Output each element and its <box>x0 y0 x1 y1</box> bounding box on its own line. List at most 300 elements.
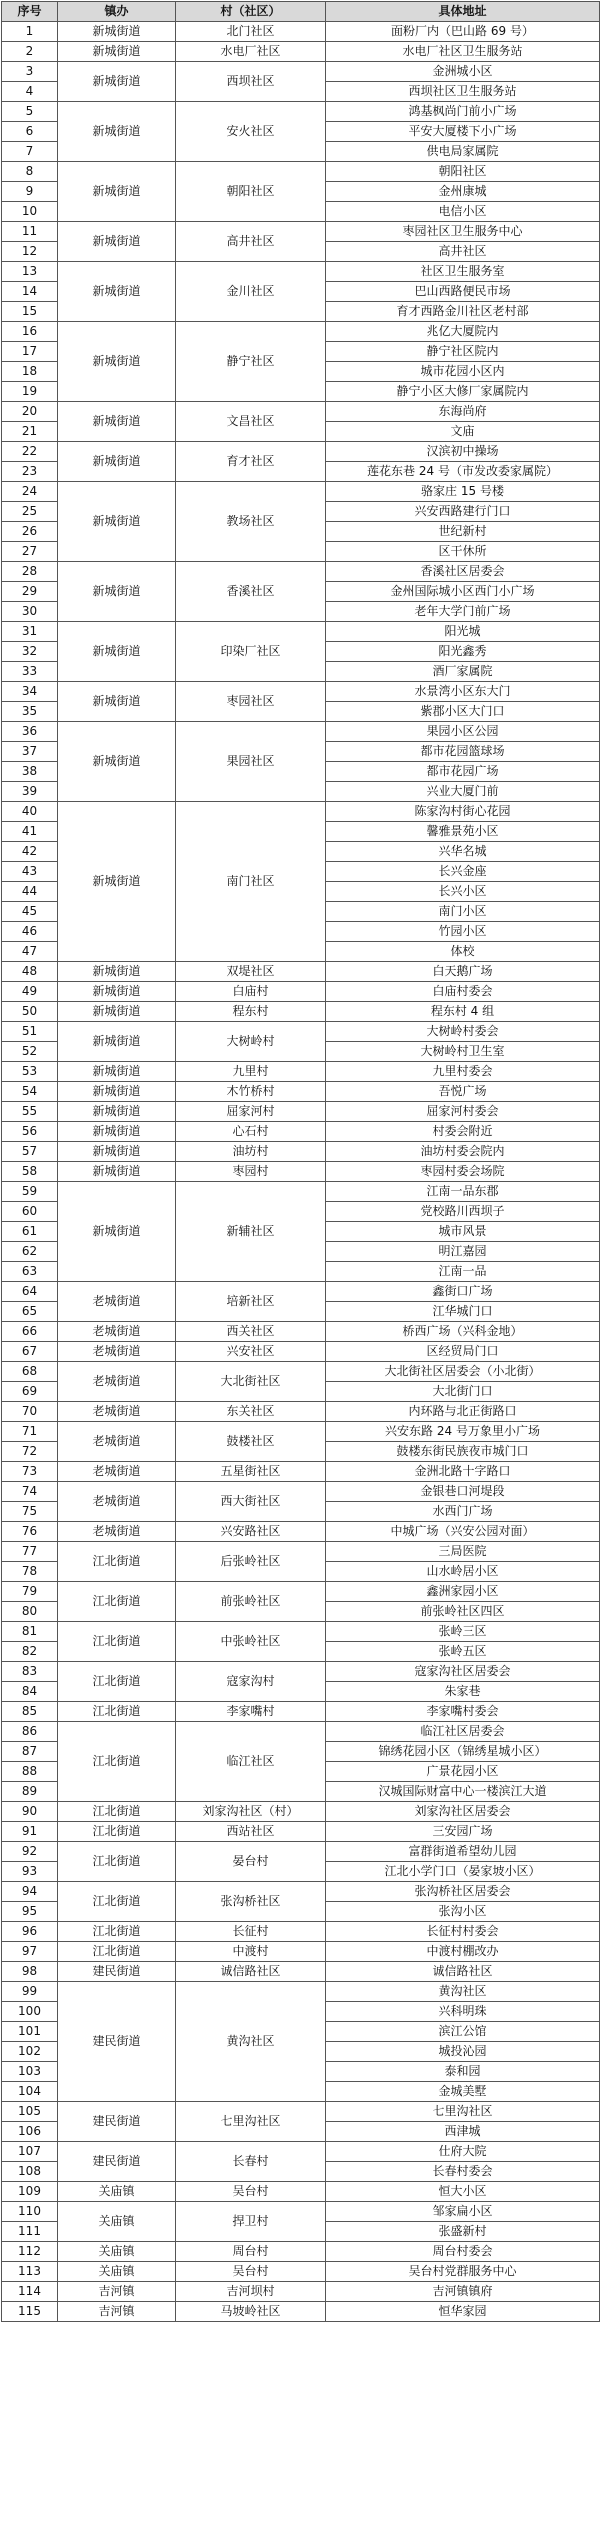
row-address: 锦绣花园小区（锦绣星城小区） <box>326 1742 600 1762</box>
table-row <box>2 1182 600 1202</box>
row-address: 世纪新村 <box>326 522 600 542</box>
row-index: 39 <box>2 782 58 802</box>
table-row <box>2 1062 600 1082</box>
row-address: 李家嘴村委会 <box>326 1702 600 1722</box>
row-address: 金州国际城小区西门小广场 <box>326 582 600 602</box>
table-body <box>2 22 600 2322</box>
row-address: 朱家巷 <box>326 1682 600 1702</box>
row-index: 54 <box>2 1082 58 1102</box>
row-village: 临江社区 <box>176 1722 326 1802</box>
row-village: 教场社区 <box>176 482 326 562</box>
row-index: 73 <box>2 1462 58 1482</box>
table-row <box>2 1522 600 1542</box>
row-village: 水电厂社区 <box>176 42 326 62</box>
table-header-row <box>2 2 600 22</box>
table-row <box>2 1002 600 1022</box>
row-address: 汉城国际财富中心一楼滨江大道 <box>326 1782 600 1802</box>
table-row <box>2 1462 600 1482</box>
table-row <box>2 1942 600 1962</box>
row-address: 汉滨初中操场 <box>326 442 600 462</box>
table-row <box>2 2202 600 2222</box>
row-index: 25 <box>2 502 58 522</box>
row-index: 28 <box>2 562 58 582</box>
row-address: 中渡村棚改办 <box>326 1942 600 1962</box>
row-town: 江北街道 <box>58 1822 176 1842</box>
row-index: 66 <box>2 1322 58 1342</box>
row-town: 新城街道 <box>58 162 176 222</box>
table-row <box>2 1362 600 1382</box>
row-index: 27 <box>2 542 58 562</box>
row-address: 水西门广场 <box>326 1502 600 1522</box>
table-row <box>2 1962 600 1982</box>
row-address: 酒厂家属院 <box>326 662 600 682</box>
row-address: 内环路与北正街路口 <box>326 1402 600 1422</box>
row-index: 10 <box>2 202 58 222</box>
row-address: 骆家庄 15 号楼 <box>326 482 600 502</box>
table-row <box>2 1722 600 1742</box>
row-index: 103 <box>2 2062 58 2082</box>
row-town: 新城街道 <box>58 22 176 42</box>
row-index: 52 <box>2 1042 58 1062</box>
row-address: 都市花园篮球场 <box>326 742 600 762</box>
row-index: 29 <box>2 582 58 602</box>
row-index: 36 <box>2 722 58 742</box>
row-address: 前张岭社区四区 <box>326 1602 600 1622</box>
row-town: 新城街道 <box>58 442 176 482</box>
row-address: 平安大厦楼下小广场 <box>326 122 600 142</box>
table-row <box>2 1582 600 1602</box>
row-town: 老城街道 <box>58 1362 176 1402</box>
row-index: 19 <box>2 382 58 402</box>
row-address: 仕府大院 <box>326 2142 600 2162</box>
row-index: 46 <box>2 922 58 942</box>
row-index: 84 <box>2 1682 58 1702</box>
row-index: 74 <box>2 1482 58 1502</box>
row-town: 新城街道 <box>58 482 176 562</box>
row-village: 七里沟社区 <box>176 2102 326 2142</box>
row-index: 114 <box>2 2282 58 2302</box>
row-village: 西大街社区 <box>176 1482 326 1522</box>
table-row <box>2 2182 600 2202</box>
table-row <box>2 2262 600 2282</box>
row-address: 七里沟社区 <box>326 2102 600 2122</box>
row-town: 新城街道 <box>58 402 176 442</box>
table-row <box>2 322 600 342</box>
row-village: 兴安社区 <box>176 1342 326 1362</box>
row-index: 89 <box>2 1782 58 1802</box>
row-town: 新城街道 <box>58 322 176 402</box>
row-town: 江北街道 <box>58 1922 176 1942</box>
row-address: 阳光城 <box>326 622 600 642</box>
row-town: 关庙镇 <box>58 2182 176 2202</box>
row-address: 供电局家属院 <box>326 142 600 162</box>
row-address: 金城美墅 <box>326 2082 600 2102</box>
row-address: 静宁小区大修厂家属院内 <box>326 382 600 402</box>
table-row <box>2 402 600 422</box>
row-town: 建民街道 <box>58 2142 176 2182</box>
row-village: 新辅社区 <box>176 1182 326 1282</box>
row-index: 105 <box>2 2102 58 2122</box>
row-address: 吾悦广场 <box>326 1082 600 1102</box>
row-village: 白庙村 <box>176 982 326 1002</box>
row-address: 吉河镇镇府 <box>326 2282 600 2302</box>
row-village: 黄沟社区 <box>176 1982 326 2102</box>
row-index: 9 <box>2 182 58 202</box>
row-index: 49 <box>2 982 58 1002</box>
row-address: 三局医院 <box>326 1542 600 1562</box>
row-address: 广景花园小区 <box>326 1762 600 1782</box>
row-address: 社区卫生服务室 <box>326 262 600 282</box>
row-address: 张沟小区 <box>326 1902 600 1922</box>
row-address: 恒大小区 <box>326 2182 600 2202</box>
row-village: 长春村 <box>176 2142 326 2182</box>
row-index: 78 <box>2 1562 58 1582</box>
row-town: 老城街道 <box>58 1522 176 1542</box>
table-row <box>2 1142 600 1162</box>
table-row <box>2 102 600 122</box>
row-index: 33 <box>2 662 58 682</box>
row-index: 22 <box>2 442 58 462</box>
row-index: 51 <box>2 1022 58 1042</box>
row-index: 13 <box>2 262 58 282</box>
row-town: 新城街道 <box>58 982 176 1002</box>
row-town: 江北街道 <box>58 1582 176 1622</box>
row-town: 新城街道 <box>58 962 176 982</box>
row-index: 26 <box>2 522 58 542</box>
row-town: 新城街道 <box>58 802 176 962</box>
row-address: 长兴金座 <box>326 862 600 882</box>
row-town: 吉河镇 <box>58 2302 176 2322</box>
row-town: 新城街道 <box>58 682 176 722</box>
row-index: 101 <box>2 2022 58 2042</box>
table-row <box>2 262 600 282</box>
row-town: 新城街道 <box>58 1082 176 1102</box>
row-index: 81 <box>2 1622 58 1642</box>
table-row <box>2 682 600 702</box>
row-village: 周台村 <box>176 2242 326 2262</box>
row-village: 东关社区 <box>176 1402 326 1422</box>
row-address: 长征村村委会 <box>326 1922 600 1942</box>
row-address: 泰和园 <box>326 2062 600 2082</box>
row-index: 108 <box>2 2162 58 2182</box>
row-index: 93 <box>2 1862 58 1882</box>
header-village: 村（社区） <box>176 2 326 22</box>
row-address: 邹家扁小区 <box>326 2202 600 2222</box>
row-index: 72 <box>2 1442 58 1462</box>
row-village: 双堤社区 <box>176 962 326 982</box>
row-address: 长兴小区 <box>326 882 600 902</box>
row-address: 兆亿大厦院内 <box>326 322 600 342</box>
row-index: 95 <box>2 1902 58 1922</box>
row-village: 马坡岭社区 <box>176 2302 326 2322</box>
table-row <box>2 62 600 82</box>
row-address: 兴安西路建行门口 <box>326 502 600 522</box>
row-index: 47 <box>2 942 58 962</box>
row-index: 106 <box>2 2122 58 2142</box>
table-row <box>2 222 600 242</box>
row-index: 69 <box>2 1382 58 1402</box>
row-village: 枣园村 <box>176 1162 326 1182</box>
row-village: 培新社区 <box>176 1282 326 1322</box>
row-town: 江北街道 <box>58 1802 176 1822</box>
table-row <box>2 1162 600 1182</box>
table-row <box>2 1122 600 1142</box>
table-row <box>2 1102 600 1122</box>
table-row <box>2 1022 600 1042</box>
row-village: 九里村 <box>176 1062 326 1082</box>
row-village: 大树岭村 <box>176 1022 326 1062</box>
row-index: 98 <box>2 1962 58 1982</box>
row-town: 新城街道 <box>58 222 176 262</box>
row-index: 31 <box>2 622 58 642</box>
row-address: 吴台村党群服务中心 <box>326 2262 600 2282</box>
row-index: 83 <box>2 1662 58 1682</box>
table-row <box>2 482 600 502</box>
row-address: 鑫街口广场 <box>326 1282 600 1302</box>
row-village: 张沟桥社区 <box>176 1882 326 1922</box>
row-index: 41 <box>2 822 58 842</box>
row-village: 静宁社区 <box>176 322 326 402</box>
table-row <box>2 162 600 182</box>
row-village: 木竹桥村 <box>176 1082 326 1102</box>
row-address: 大树岭村委会 <box>326 1022 600 1042</box>
row-town: 江北街道 <box>58 1942 176 1962</box>
table-row <box>2 1622 600 1642</box>
row-town: 新城街道 <box>58 722 176 802</box>
row-village: 北门社区 <box>176 22 326 42</box>
row-village: 晏台村 <box>176 1842 326 1882</box>
row-village: 高井社区 <box>176 222 326 262</box>
table-row <box>2 1802 600 1822</box>
row-address: 兴华名城 <box>326 842 600 862</box>
table-row <box>2 982 600 1002</box>
table-row <box>2 2142 600 2162</box>
row-town: 建民街道 <box>58 1962 176 1982</box>
row-address: 朝阳社区 <box>326 162 600 182</box>
row-index: 97 <box>2 1942 58 1962</box>
header-address: 具体地址 <box>326 2 600 22</box>
row-village: 长征村 <box>176 1922 326 1942</box>
row-address: 水电厂社区卫生服务站 <box>326 42 600 62</box>
row-address: 江北小学门口（晏家坡小区） <box>326 1862 600 1882</box>
row-town: 新城街道 <box>58 1142 176 1162</box>
row-index: 96 <box>2 1922 58 1942</box>
row-index: 115 <box>2 2302 58 2322</box>
row-village: 西坝社区 <box>176 62 326 102</box>
row-village: 心石村 <box>176 1122 326 1142</box>
row-address: 大北街社区居委会（小北街） <box>326 1362 600 1382</box>
row-address: 桥西广场（兴科金地） <box>326 1322 600 1342</box>
row-town: 新城街道 <box>58 1162 176 1182</box>
row-index: 16 <box>2 322 58 342</box>
row-address: 村委会附近 <box>326 1122 600 1142</box>
row-town: 新城街道 <box>58 1122 176 1142</box>
row-index: 92 <box>2 1842 58 1862</box>
row-index: 32 <box>2 642 58 662</box>
row-index: 68 <box>2 1362 58 1382</box>
row-index: 85 <box>2 1702 58 1722</box>
row-address: 馨雅景苑小区 <box>326 822 600 842</box>
table-row <box>2 1282 600 1302</box>
row-index: 58 <box>2 1162 58 1182</box>
row-address: 紫郡小区大门口 <box>326 702 600 722</box>
row-address: 江南一品 <box>326 1262 600 1282</box>
row-town: 新城街道 <box>58 1022 176 1062</box>
table-row <box>2 2302 600 2322</box>
row-town: 建民街道 <box>58 2102 176 2142</box>
row-village: 南门社区 <box>176 802 326 962</box>
row-index: 94 <box>2 1882 58 1902</box>
row-address: 育才西路金川社区老村部 <box>326 302 600 322</box>
row-address: 程东村 4 组 <box>326 1002 600 1022</box>
row-village: 诚信路社区 <box>176 1962 326 1982</box>
row-village: 程东村 <box>176 1002 326 1022</box>
table-row <box>2 1662 600 1682</box>
table-row <box>2 1422 600 1442</box>
row-village: 金川社区 <box>176 262 326 322</box>
row-address: 江华城门口 <box>326 1302 600 1322</box>
row-village: 朝阳社区 <box>176 162 326 222</box>
row-town: 老城街道 <box>58 1342 176 1362</box>
row-address: 高井社区 <box>326 242 600 262</box>
row-address: 屈家河村委会 <box>326 1102 600 1122</box>
table-row <box>2 1822 600 1842</box>
table-row <box>2 42 600 62</box>
row-town: 江北街道 <box>58 1842 176 1882</box>
row-address: 莲花东巷 24 号（市发改委家属院） <box>326 462 600 482</box>
row-index: 88 <box>2 1762 58 1782</box>
row-index: 34 <box>2 682 58 702</box>
row-address: 张岭三区 <box>326 1622 600 1642</box>
row-address: 区干休所 <box>326 542 600 562</box>
row-index: 104 <box>2 2082 58 2102</box>
row-index: 35 <box>2 702 58 722</box>
row-town: 江北街道 <box>58 1662 176 1702</box>
row-index: 48 <box>2 962 58 982</box>
row-address: 金洲北路十字路口 <box>326 1462 600 1482</box>
row-address: 明江嘉园 <box>326 1242 600 1262</box>
row-index: 87 <box>2 1742 58 1762</box>
row-address: 竹园小区 <box>326 922 600 942</box>
row-address: 面粉厂内（巴山路 69 号） <box>326 22 600 42</box>
row-village: 吴台村 <box>176 2182 326 2202</box>
row-index: 21 <box>2 422 58 442</box>
row-address: 山水岭居小区 <box>326 1562 600 1582</box>
row-index: 71 <box>2 1422 58 1442</box>
row-index: 38 <box>2 762 58 782</box>
row-index: 3 <box>2 62 58 82</box>
row-address: 西津城 <box>326 2122 600 2142</box>
row-index: 1 <box>2 22 58 42</box>
table-row <box>2 622 600 642</box>
row-address: 香溪社区居委会 <box>326 562 600 582</box>
row-address: 金州康城 <box>326 182 600 202</box>
row-address: 体校 <box>326 942 600 962</box>
row-index: 67 <box>2 1342 58 1362</box>
row-town: 老城街道 <box>58 1402 176 1422</box>
row-address: 鼓楼东街民族夜市城门口 <box>326 1442 600 1462</box>
row-address: 富群街道希望幼儿园 <box>326 1842 600 1862</box>
row-address: 临江社区居委会 <box>326 1722 600 1742</box>
row-address: 张沟桥社区居委会 <box>326 1882 600 1902</box>
row-index: 30 <box>2 602 58 622</box>
row-index: 100 <box>2 2002 58 2022</box>
row-town: 新城街道 <box>58 1102 176 1122</box>
row-address: 党校路川西坝子 <box>326 1202 600 1222</box>
table-row <box>2 962 600 982</box>
row-address: 枣园社区卫生服务中心 <box>326 222 600 242</box>
row-town: 江北街道 <box>58 1722 176 1802</box>
row-index: 2 <box>2 42 58 62</box>
row-town: 新城街道 <box>58 62 176 102</box>
row-index: 12 <box>2 242 58 262</box>
row-town: 新城街道 <box>58 1062 176 1082</box>
row-address: 鑫洲家园小区 <box>326 1582 600 1602</box>
row-town: 江北街道 <box>58 1882 176 1922</box>
row-index: 4 <box>2 82 58 102</box>
table-row <box>2 562 600 582</box>
row-index: 113 <box>2 2262 58 2282</box>
table-row <box>2 1482 600 1502</box>
row-address: 九里村委会 <box>326 1062 600 1082</box>
table-row <box>2 1702 600 1722</box>
row-index: 102 <box>2 2042 58 2062</box>
row-index: 11 <box>2 222 58 242</box>
row-index: 109 <box>2 2182 58 2202</box>
row-address: 巴山西路便民市场 <box>326 282 600 302</box>
row-index: 75 <box>2 1502 58 1522</box>
table-row <box>2 2282 600 2302</box>
row-index: 14 <box>2 282 58 302</box>
row-village: 捍卫村 <box>176 2202 326 2242</box>
table-row <box>2 1922 600 1942</box>
row-index: 82 <box>2 1642 58 1662</box>
row-town: 建民街道 <box>58 1982 176 2102</box>
row-village: 前张岭社区 <box>176 1582 326 1622</box>
row-village: 文昌社区 <box>176 402 326 442</box>
row-address: 静宁社区院内 <box>326 342 600 362</box>
row-index: 57 <box>2 1142 58 1162</box>
table-row <box>2 1882 600 1902</box>
row-village: 育才社区 <box>176 442 326 482</box>
row-index: 99 <box>2 1982 58 2002</box>
row-address: 城市风景 <box>326 1222 600 1242</box>
row-village: 印染厂社区 <box>176 622 326 682</box>
table-row <box>2 22 600 42</box>
row-address: 黄沟社区 <box>326 1982 600 2002</box>
row-address: 大树岭村卫生室 <box>326 1042 600 1062</box>
row-village: 鼓楼社区 <box>176 1422 326 1462</box>
row-index: 70 <box>2 1402 58 1422</box>
row-address: 水景湾小区东大门 <box>326 682 600 702</box>
row-index: 8 <box>2 162 58 182</box>
row-address: 区经贸局门口 <box>326 1342 600 1362</box>
row-index: 86 <box>2 1722 58 1742</box>
table-row <box>2 1402 600 1422</box>
row-town: 老城街道 <box>58 1422 176 1462</box>
row-address: 城市花园小区内 <box>326 362 600 382</box>
row-village: 西站社区 <box>176 1822 326 1842</box>
table-row <box>2 802 600 822</box>
row-village: 屈家河村 <box>176 1102 326 1122</box>
row-town: 关庙镇 <box>58 2202 176 2242</box>
row-address: 城投沁园 <box>326 2042 600 2062</box>
row-index: 62 <box>2 1242 58 1262</box>
row-index: 77 <box>2 1542 58 1562</box>
table-row <box>2 442 600 462</box>
row-index: 45 <box>2 902 58 922</box>
row-town: 新城街道 <box>58 1182 176 1282</box>
